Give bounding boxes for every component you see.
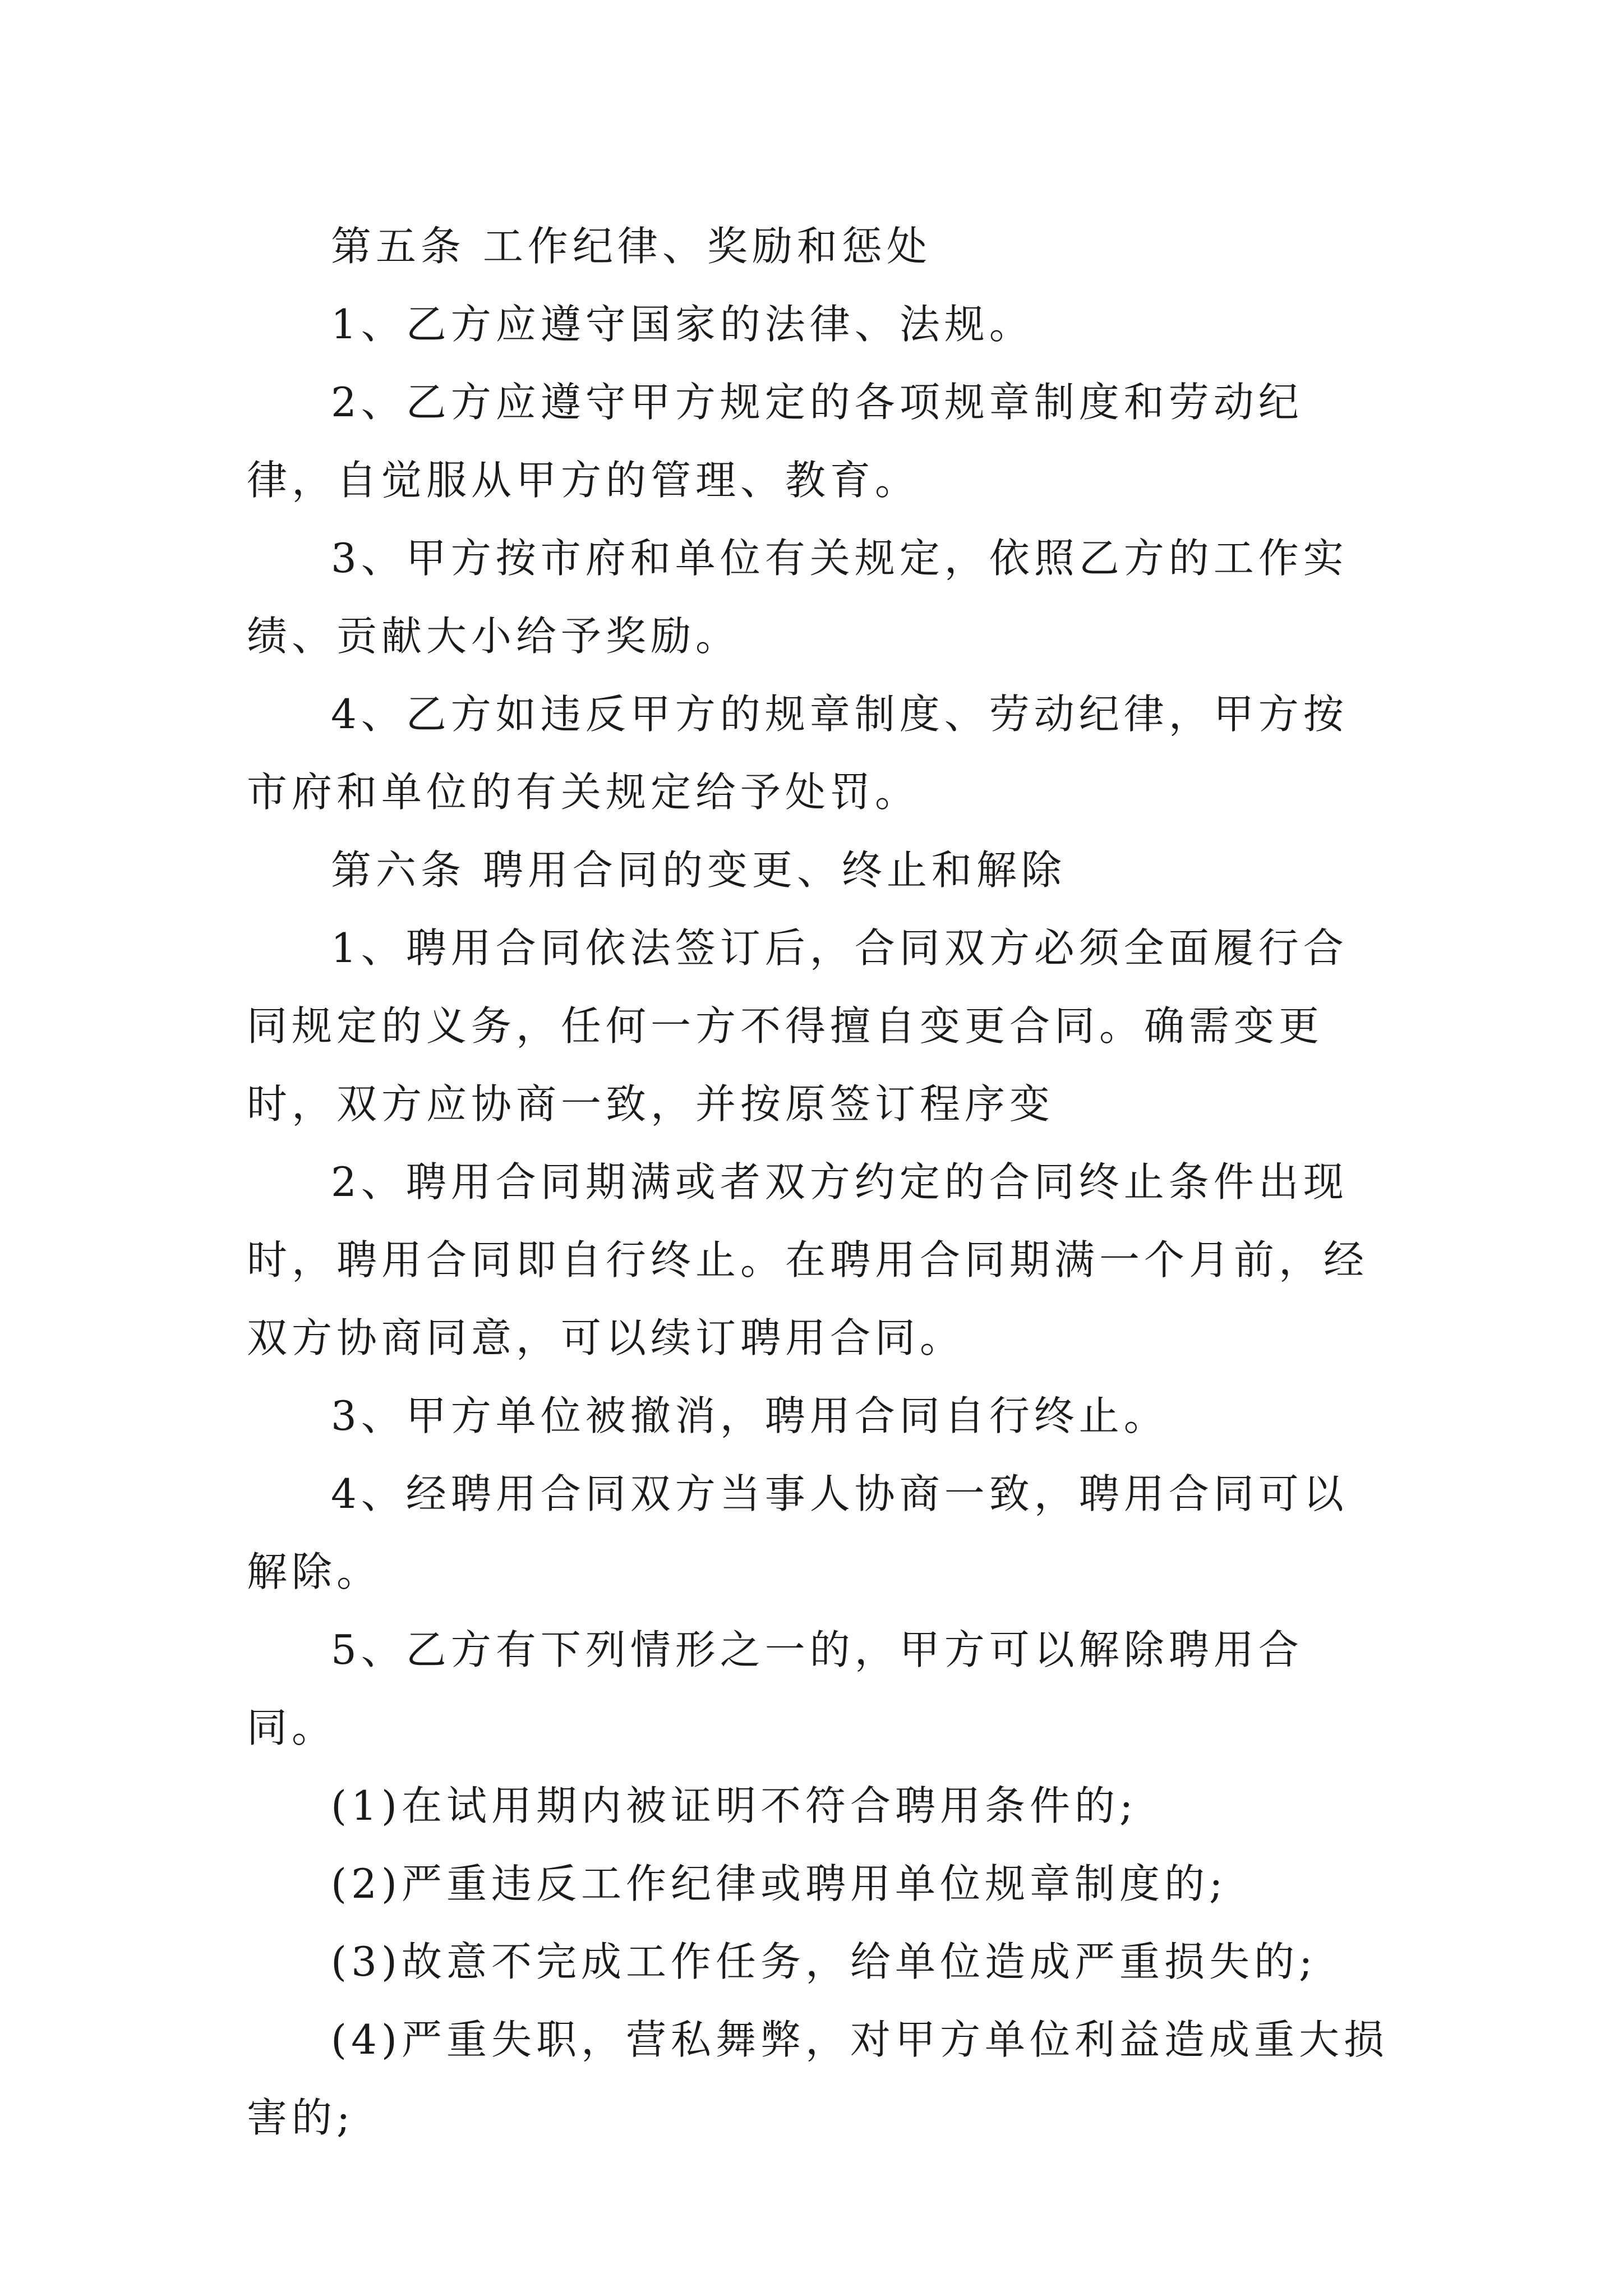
clause-paragraph: 2、聘用合同期满或者双方约定的合同终止条件出现时，聘用合同即自行终止。在聘用合同期满一个月前，经双方协商同意，可以续订聘用合同。 (247, 1158, 1369, 1361)
clause-paragraph: 4、经聘用合同双方当事人协商一致，聘用合同可以解除。 (247, 1470, 1348, 1595)
clause-paragraph: 3、甲方按市府和单位有关规定，依照乙方的工作实绩、贡献大小给予奖励。 (247, 535, 1348, 660)
list-item: (3)故意不完成工作任务，给单位造成严重损失的; (331, 1938, 1317, 1985)
section-heading-6: 第六条 聘用合同的变更、终止和解除 (331, 846, 1066, 894)
list-item: (2)严重违反工作纪律或聘用单位规章制度的; (331, 1860, 1228, 1907)
clause-paragraph: 3、甲方单位被撤消，聘用合同自行终止。 (331, 1392, 1169, 1439)
document-body (247, 208, 1391, 2157)
clause-paragraph: 5、乙方有下列情形之一的，甲方可以解除聘用合同。 (247, 1626, 1303, 1751)
clause-paragraph: 1、聘用合同依法签订后，合同双方必须全面履行合同规定的义务，任何一方不得擅自变更合同。确需变更时，双方应协商一致，并按原签订程序变 (247, 924, 1348, 1128)
section-heading-5: 第五条 工作纪律、奖励和惩处 (331, 223, 932, 270)
list-item: (1)在试用期内被证明不符合聘用条件的; (331, 1782, 1138, 1829)
clause-paragraph: 4、乙方如违反甲方的规章制度、劳动纪律，甲方按市府和单位的有关规定给予处罚。 (247, 691, 1348, 816)
clause-paragraph: 1、乙方应遵守国家的法律、法规。 (331, 301, 1034, 348)
clause-paragraph: 2、乙方应遵守甲方规定的各项规章制度和劳动纪律，自觉服从甲方的管理、教育。 (247, 379, 1303, 504)
list-item: (4)严重失职，营私舞弊，对甲方单位利益造成重大损害的; (247, 2016, 1389, 2141)
